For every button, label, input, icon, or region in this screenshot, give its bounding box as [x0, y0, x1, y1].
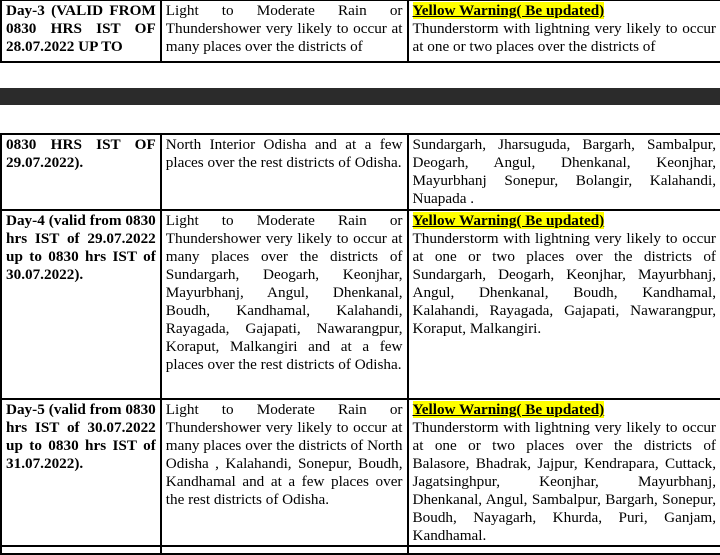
table-row	[1, 210, 720, 399]
forecast-text: Light to Moderate Rain or Thundershower very likely to occur at many places over the districts of Sundargarh, Deogarh, Keonjhar, Mayurbhanj, Angul, Dhenkanal, Boudh, Kandhamal, Kalahandi, Rayagada, Gajapati, Nawarangpur, Koraput, Malkangiri and at a few places over the rest districts of Odisha.	[166, 212, 403, 373]
forecast-cell	[161, 0, 408, 62]
day-text: Day-4 (valid from 0830 hrs IST of 29.07.2022 up to 0830 hrs IST of 30.07.2022).	[6, 212, 156, 283]
warning-cell	[408, 210, 720, 399]
forecast-cell	[161, 546, 408, 554]
table-row	[1, 0, 720, 62]
yellow-warning-label: Yellow Warning( Be updated)	[413, 2, 605, 19]
table-row	[1, 546, 720, 554]
warning-text: Thunderstorm with lightning very likely to occur at one or two places over the districts of Sundargarh, Deogarh, Keonjhar, Mayurbhanj, Angul, Dhenkanal, Boudh, Kandhamal, Kalahandi, Rayagada, Gajapati, Nawarangpur, Koraput, Malkangiri.	[413, 230, 717, 337]
forecast-text: Light to Moderate Rain or Thundershower very likely to occur at many places over the districts of North Odisha , Kalahandi, Sonepur, Boudh, Kandhamal and at a few places over the rest districts of Odisha.	[166, 401, 403, 508]
forecast-cell	[161, 399, 408, 546]
warning-cell	[408, 134, 720, 210]
forecast-table-top	[0, 0, 720, 63]
yellow-warning-label: Yellow Warning( Be updated)	[413, 212, 605, 229]
forecast-text: Light to Moderate Rain or Thundershower very likely to occur at many places over the districts of	[166, 2, 403, 55]
day-text: 0830 HRS IST OF 29.07.2022).	[6, 136, 156, 171]
forecast-text: North Interior Odisha and at a few places over the rest districts of Odisha.	[166, 136, 403, 171]
day-text: Day-3 (VALID FROM 0830 HRS IST OF 28.07.2022 UP TO	[6, 2, 156, 55]
day-cell	[1, 210, 161, 399]
table-row	[1, 399, 720, 546]
day-cell	[1, 546, 161, 554]
warning-text: Thunderstorm with lightning very likely to occur at one or two places over the districts of	[413, 20, 717, 55]
table-row	[1, 134, 720, 210]
warning-text: Thunderstorm with lightning very likely to occur at one or two places over the districts of Balasore, Bhadrak, Jajpur, Kendrapara, Cuttack, Jagatsinghpur, Keonjhar, Mayurbhanj, Dhenkanal, Angul, Sambalpur, Bargarh, Sonepur, Boudh, Nayagarh, Khurda, Puri, Ganjam, Kandhamal.	[413, 419, 717, 544]
day-text: Day-5 (valid from 0830 hrs IST of 30.07.2022 up to 0830 hrs IST of 31.07.2022).	[6, 401, 156, 472]
forecast-cell	[161, 210, 408, 399]
day-cell	[1, 134, 161, 210]
yellow-warning-label: Yellow Warning( Be updated)	[413, 401, 605, 418]
warning-text: Sundargarh, Jharsuguda, Bargarh, Sambalpur, Deogarh, Angul, Dhenkanal, Keonjhar, Mayurbhanj Sonepur, Bolangir, Kalahandi, Nuapada .	[413, 136, 717, 207]
warning-cell	[408, 399, 720, 546]
day-cell	[1, 399, 161, 546]
warning-cell	[408, 546, 720, 554]
warning-cell	[408, 0, 720, 62]
day-cell	[1, 0, 161, 62]
page-break-band	[0, 88, 720, 105]
forecast-cell	[161, 134, 408, 210]
forecast-table	[0, 133, 720, 555]
